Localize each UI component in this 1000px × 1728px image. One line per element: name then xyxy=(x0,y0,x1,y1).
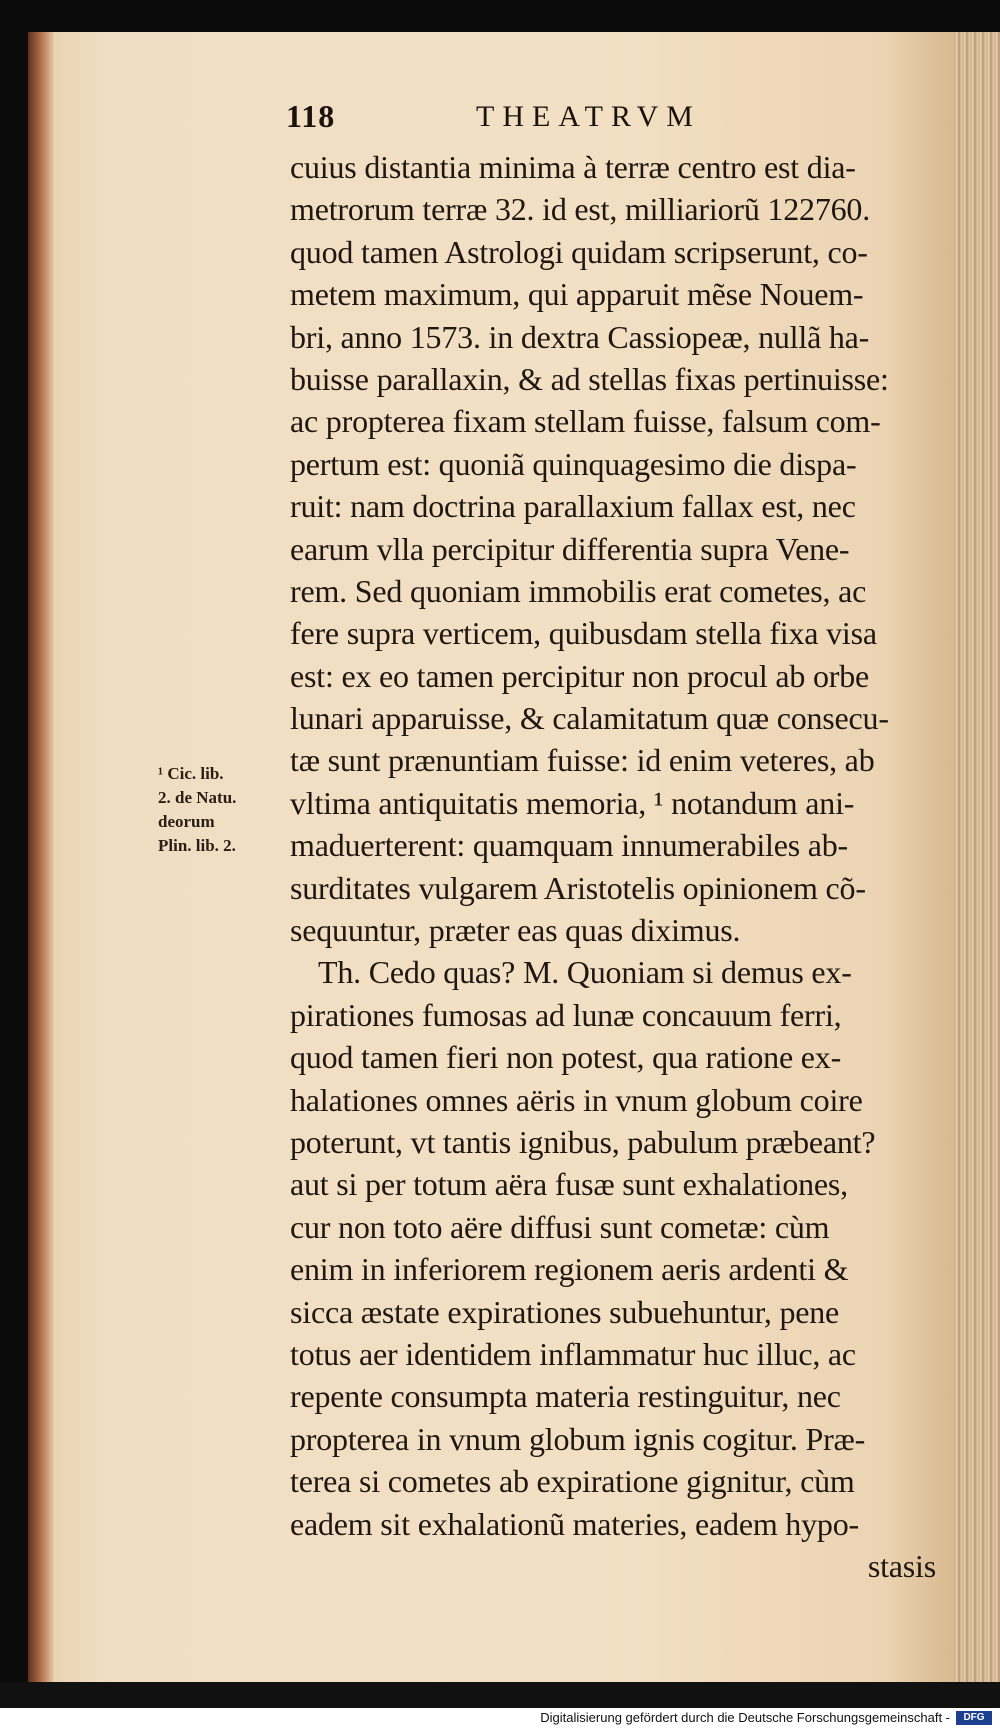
footer-credit: Digitalisierung gefördert durch die Deutsche Forschungsgemeinschaft - xyxy=(540,1710,950,1725)
text-line: halationes omnes aëris in vnum globum coire xyxy=(290,1081,863,1118)
text-line: earum vlla percipitur differentia supra Vene- xyxy=(290,530,850,567)
digitization-footer xyxy=(0,1708,1000,1728)
text-line: ac propterea fixam stellam fuisse, falsum com- xyxy=(290,403,881,440)
text-line: repente consumpta materia restinguitur, nec xyxy=(290,1378,841,1415)
margin-note-line: ¹ Cic. lib. xyxy=(158,764,224,783)
page-number: 118 xyxy=(286,98,336,134)
margin-note-line: Plin. lib. 2. xyxy=(158,836,236,855)
text-line: maduerterent: quamquam innumerabiles ab- xyxy=(290,827,849,864)
text-line: buisse parallaxin, & ad stellas fixas pertinuisse: xyxy=(290,360,889,397)
page-edges-right xyxy=(954,32,1000,1682)
text-line: tæ sunt prænuntiam fuisse: id enim veteres, ab xyxy=(290,742,875,779)
text-line: metrorum terræ 32. id est, milliariorũ 122760. xyxy=(290,191,871,228)
text-line: rem. Sed quoniam immobilis erat cometes, ac xyxy=(290,572,867,609)
text-line: terea si cometes ab expiratione gignitur, cùm xyxy=(290,1463,855,1500)
scan-border-left xyxy=(0,0,28,1728)
text-line: quod tamen fieri non potest, qua ratione ex- xyxy=(290,1039,842,1076)
scan-border-top xyxy=(0,0,1000,32)
text-line: vltima antiquitatis memoria, ¹ notandum ani- xyxy=(290,784,855,821)
text-line: aut si per totum aëra fusæ sunt exhalationes, xyxy=(290,1166,848,1203)
running-title: THEATRVM xyxy=(476,100,701,133)
margin-note-line: 2. de Natu. xyxy=(158,788,237,807)
text-line: Th. Cedo quas? M. Quoniam si demus ex- xyxy=(318,954,852,991)
text-line: cuius distantia minima à terræ centro est dia- xyxy=(290,149,856,185)
text-line: enim in inferiorem regionem aeris ardenti & xyxy=(290,1251,849,1288)
margin-note xyxy=(158,762,288,858)
text-line: poterunt, vt tantis ignibus, pabulum præbeant? xyxy=(290,1123,876,1160)
text-line: sequuntur, præter eas quas diximus. xyxy=(290,912,741,949)
catchword: stasis xyxy=(867,1547,936,1584)
text-line: surditates vulgarem Aristotelis opinionem cõ- xyxy=(290,869,866,906)
margin-note-line: deorum xyxy=(158,812,215,831)
text-line: est: ex eo tamen percipitur non procul ab orbe xyxy=(290,657,870,694)
body-text xyxy=(290,146,950,1587)
page-header xyxy=(286,98,926,138)
text-line: cur non toto aëre diffusi sunt cometæ: cùm xyxy=(290,1208,830,1245)
text-line: propterea in vnum globum ignis cogitur. Præ- xyxy=(290,1420,866,1457)
text-line: totus aer identidem inflammatur huc illuc, ac xyxy=(290,1335,856,1372)
text-line: fere supra verticem, quibusdam stella fixa visa xyxy=(290,615,877,652)
text-line: bri, anno 1573. in dextra Cassiopeæ, nullã ha- xyxy=(290,318,870,355)
text-line: ruit: nam doctrina parallaxium fallax est, nec xyxy=(290,488,856,525)
text-line: metem maximum, qui apparuit mẽse Nouem- xyxy=(290,276,864,313)
dfg-logo: DFG xyxy=(956,1711,992,1725)
text-line: sicca æstate expirationes subuehuntur, pene xyxy=(290,1293,840,1330)
text-line: pirationes fumosas ad lunæ concauum ferri, xyxy=(290,996,842,1033)
text-line: pertum est: quoniã quinquagesimo die dispa- xyxy=(290,445,857,482)
book-gutter xyxy=(28,32,54,1682)
text-line: eadem sit exhalationũ materies, eadem hypo- xyxy=(290,1505,859,1542)
scan-border-bottom xyxy=(0,1682,1000,1708)
text-line: quod tamen Astrologi quidam scripserunt, co- xyxy=(290,233,868,270)
text-line: lunari apparuisse, & calamitatum quæ consecu- xyxy=(290,700,889,737)
